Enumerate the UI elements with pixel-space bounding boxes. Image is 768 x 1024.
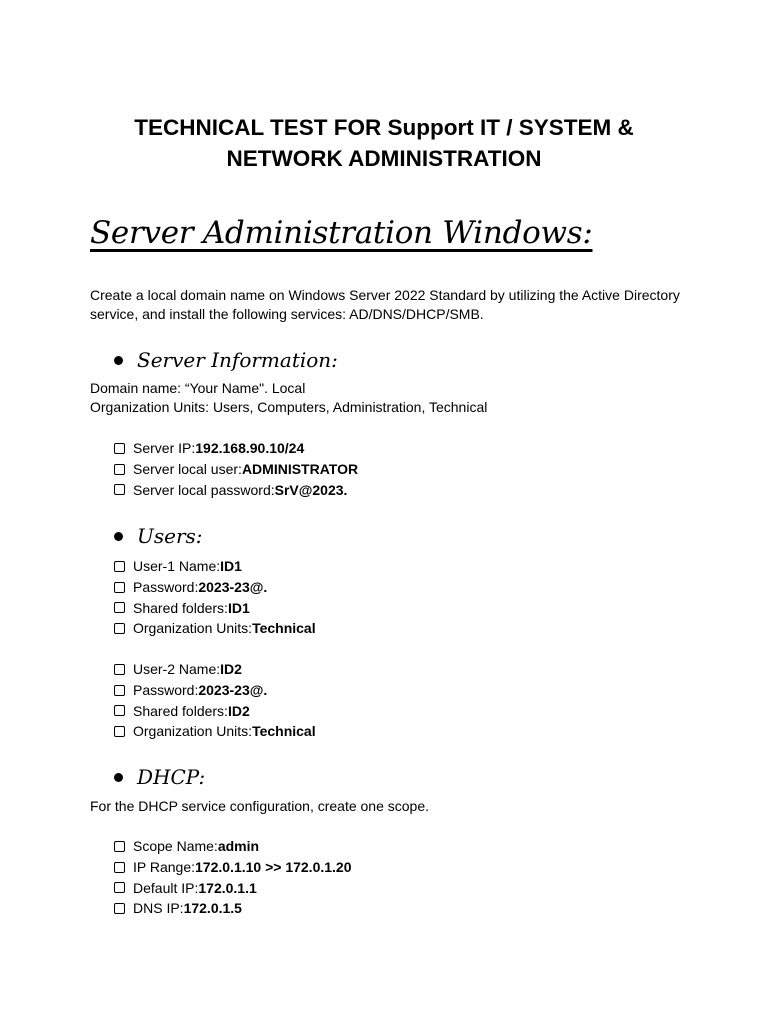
item-value: ID1 (227, 599, 250, 616)
checklist-item-server-password (114, 479, 358, 500)
item-label: Server local password: (133, 481, 275, 498)
checkbox[interactable] (114, 623, 125, 634)
server-info-heading (114, 345, 338, 375)
organization-units-line: Organization Units: Users, Computers, Administration, Technical (90, 399, 488, 415)
dhcp-description: For the DHCP service configuration, create one scope. (90, 798, 430, 814)
item-value: ADMINISTRATOR (241, 461, 359, 478)
title-line-2: NETWORK ADMINISTRATION (226, 146, 542, 171)
checkbox[interactable] (114, 464, 125, 475)
item-label: Default IP: (133, 879, 199, 896)
checklist-item-scope-name (114, 836, 352, 857)
item-label: Password: (133, 682, 199, 699)
users-heading (114, 521, 203, 551)
intro-paragraph (90, 286, 690, 324)
checklist-item-server-ip (114, 438, 358, 459)
checklist-item-user1-shared-folders (114, 597, 316, 618)
item-label: DNS IP: (133, 900, 184, 917)
user1-checklist (114, 556, 316, 639)
item-label: Password: (133, 579, 199, 596)
checkbox[interactable] (114, 602, 125, 613)
item-label: Shared folders: (133, 702, 228, 719)
checklist-item-user1-password (114, 577, 316, 598)
item-label: Scope Name: (133, 838, 218, 855)
section-heading: Server Administration Windows: (90, 215, 593, 251)
checklist-item-user1-ou (114, 618, 316, 639)
checkbox[interactable] (114, 561, 125, 572)
dhcp-checklist (114, 836, 352, 919)
bullet-icon (114, 773, 123, 782)
item-value: Technical (252, 723, 316, 740)
item-value: 172.0.1.5 (183, 900, 242, 917)
item-value: admin (217, 838, 260, 855)
item-value: ID2 (220, 661, 242, 678)
item-value: ID1 (220, 558, 242, 575)
item-label: IP Range: (133, 859, 196, 876)
item-label: Shared folders: (133, 599, 228, 616)
item-value: SrV@2023. (274, 481, 348, 498)
user2-checklist (114, 659, 316, 742)
bullet-icon (114, 356, 123, 365)
title-line-1: TECHNICAL TEST FOR Support IT / SYSTEM & (134, 115, 634, 140)
checkbox[interactable] (114, 685, 125, 696)
intro-line-1: Create a local domain name on Windows Server 2022 Standard by utilizing the Active Directory (90, 287, 680, 303)
dhcp-heading (114, 762, 205, 792)
dhcp-heading-label: DHCP: (137, 765, 206, 789)
item-value: ID2 (227, 702, 250, 719)
checklist-item-user2-name (114, 659, 316, 680)
item-value: 2023-23@. (198, 579, 268, 596)
checkbox[interactable] (114, 726, 125, 737)
item-label: User-1 Name: (133, 558, 221, 575)
checklist-item-default-ip (114, 877, 352, 898)
intro-line-2: service, and install the following services: AD/DNS/DHCP/SMB. (90, 306, 484, 322)
checklist-item-user2-shared-folders (114, 700, 316, 721)
checklist-item-user2-password (114, 680, 316, 701)
checkbox[interactable] (114, 705, 125, 716)
users-heading-label: Users: (137, 524, 203, 548)
checklist-item-user2-ou (114, 721, 316, 742)
checklist-item-dns-ip (114, 898, 352, 919)
checkbox[interactable] (114, 841, 125, 852)
item-value: 172.0.1.10 >> 172.0.1.20 (195, 859, 352, 876)
item-value: 192.168.90.10/24 (195, 440, 305, 457)
item-label: User-2 Name: (133, 661, 221, 678)
checklist-item-user1-name (114, 556, 316, 577)
item-label: Organization Units: (133, 620, 253, 637)
document-title (0, 112, 768, 174)
item-value: 172.0.1.1 (198, 879, 257, 896)
checkbox[interactable] (114, 664, 125, 675)
checkbox[interactable] (114, 582, 125, 593)
checkbox[interactable] (114, 862, 125, 873)
server-info-checklist (114, 438, 358, 500)
item-value: 2023-23@. (198, 682, 268, 699)
item-value: Technical (252, 620, 316, 637)
checkbox[interactable] (114, 903, 125, 914)
checklist-item-server-user (114, 459, 358, 480)
checkbox[interactable] (114, 882, 125, 893)
bullet-icon (114, 532, 123, 541)
domain-name-line: Domain name: “Your Name". Local (90, 380, 306, 396)
item-label: Server local user: (133, 461, 242, 478)
checkbox[interactable] (114, 484, 125, 495)
item-label: Organization Units: (133, 723, 253, 740)
item-label: Server IP: (133, 440, 196, 457)
checkbox[interactable] (114, 443, 125, 454)
checklist-item-ip-range (114, 857, 352, 878)
server-info-details (90, 379, 690, 417)
server-info-heading-label: Server Information: (137, 348, 338, 372)
